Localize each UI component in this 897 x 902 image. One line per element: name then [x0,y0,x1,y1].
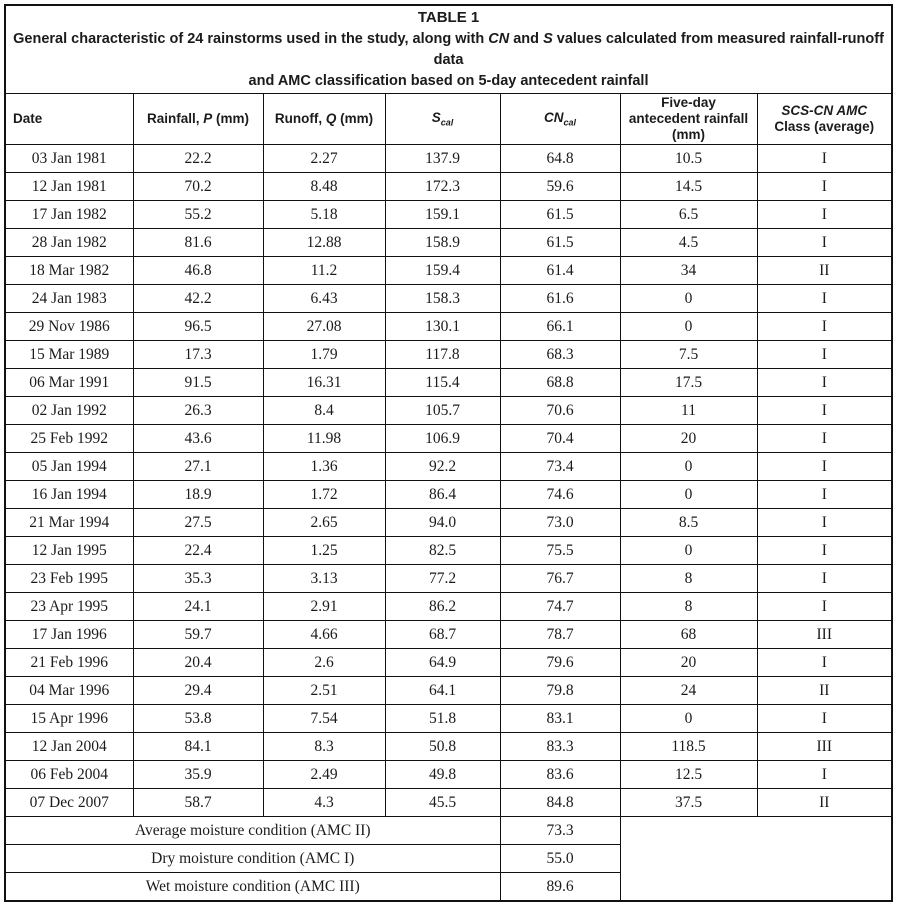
s-cal-cell: 64.9 [385,649,500,677]
summary-label-cell: Wet moisture condition (AMC III) [5,873,500,902]
table-row [5,369,892,397]
rainfall-cell: 18.9 [133,481,263,509]
table-title: TABLE 1 [417,9,480,26]
cn-cal-cell: 84.8 [500,789,620,817]
antecedent-cell: 20 [620,425,757,453]
antecedent-cell: 68 [620,621,757,649]
date-cell: 21 Feb 1996 [5,649,133,677]
table-row [5,593,892,621]
runoff-cell: 8.48 [263,173,385,201]
date-cell: 25 Feb 1992 [5,425,133,453]
s-cal-cell: 49.8 [385,761,500,789]
column-header-amc-class: SCS-CN AMC Class (average) [757,93,892,145]
s-cal-cell: 92.2 [385,453,500,481]
table-caption [5,5,892,93]
table-row [5,453,892,481]
rainfall-cell: 55.2 [133,201,263,229]
amc-class-cell: II [757,789,892,817]
date-cell: 12 Jan 1981 [5,173,133,201]
rainstorm-table [4,4,893,902]
runoff-cell: 2.6 [263,649,385,677]
runoff-cell: 2.91 [263,593,385,621]
s-cal-cell: 82.5 [385,537,500,565]
runoff-cell: 2.49 [263,761,385,789]
antecedent-cell: 34 [620,257,757,285]
date-cell: 05 Jan 1994 [5,453,133,481]
date-cell: 18 Mar 1982 [5,257,133,285]
s-cal-cell: 86.2 [385,593,500,621]
antecedent-cell: 4.5 [620,229,757,257]
antecedent-cell: 0 [620,705,757,733]
date-cell: 15 Mar 1989 [5,341,133,369]
rainfall-cell: 46.8 [133,257,263,285]
s-cal-cell: 50.8 [385,733,500,761]
date-cell: 23 Feb 1995 [5,565,133,593]
s-cal-cell: 137.9 [385,145,500,173]
cn-cal-cell: 83.1 [500,705,620,733]
amc-class-cell: I [757,453,892,481]
cn-cal-cell: 61.5 [500,229,620,257]
s-cal-cell: 94.0 [385,509,500,537]
antecedent-cell: 8.5 [620,509,757,537]
cn-cal-cell: 59.6 [500,173,620,201]
amc-class-cell: II [757,677,892,705]
table-row [5,509,892,537]
runoff-cell: 2.27 [263,145,385,173]
table-row [5,397,892,425]
table-row [5,789,892,817]
antecedent-cell: 17.5 [620,369,757,397]
table-row [5,537,892,565]
summary-label-cell: Average moisture condition (AMC II) [5,817,500,845]
rainfall-cell: 42.2 [133,285,263,313]
runoff-cell: 5.18 [263,201,385,229]
cn-cal-cell: 74.6 [500,481,620,509]
date-cell: 03 Jan 1981 [5,145,133,173]
cn-cal-cell: 61.5 [500,201,620,229]
amc-class-cell: I [757,537,892,565]
cn-cal-cell: 73.0 [500,509,620,537]
table-subtitle-line2: and AMC classification based on 5-day antecedent rainfall [248,72,649,89]
amc-class-cell: I [757,369,892,397]
rainfall-cell: 27.5 [133,509,263,537]
table-row [5,733,892,761]
antecedent-cell: 24 [620,677,757,705]
summary-rows [5,817,892,902]
antecedent-cell: 0 [620,285,757,313]
runoff-cell: 1.25 [263,537,385,565]
date-cell: 17 Jan 1996 [5,621,133,649]
cn-cal-cell: 75.5 [500,537,620,565]
runoff-cell: 27.08 [263,313,385,341]
amc-class-cell: III [757,621,892,649]
date-cell: 23 Apr 1995 [5,593,133,621]
rainfall-cell: 20.4 [133,649,263,677]
amc-class-cell: I [757,285,892,313]
runoff-cell: 1.72 [263,481,385,509]
s-cal-cell: 77.2 [385,565,500,593]
table-row [5,341,892,369]
date-cell: 06 Feb 2004 [5,761,133,789]
antecedent-cell: 12.5 [620,761,757,789]
antecedent-cell: 20 [620,649,757,677]
summary-cn-cell: 73.3 [500,817,620,845]
table-row [5,677,892,705]
cn-cal-cell: 78.7 [500,621,620,649]
cn-cal-cell: 83.3 [500,733,620,761]
antecedent-cell: 11 [620,397,757,425]
antecedent-cell: 0 [620,313,757,341]
amc-class-cell: I [757,201,892,229]
cn-cal-cell: 70.6 [500,397,620,425]
runoff-cell: 2.65 [263,509,385,537]
runoff-cell: 4.66 [263,621,385,649]
s-cal-cell: 158.9 [385,229,500,257]
runoff-cell: 6.43 [263,285,385,313]
summary-cn-cell: 89.6 [500,873,620,902]
antecedent-cell: 118.5 [620,733,757,761]
rainfall-cell: 29.4 [133,677,263,705]
amc-class-cell: I [757,341,892,369]
amc-class-cell: II [757,257,892,285]
cn-cal-cell: 79.6 [500,649,620,677]
rainfall-cell: 22.4 [133,537,263,565]
antecedent-cell: 37.5 [620,789,757,817]
date-cell: 12 Jan 2004 [5,733,133,761]
table-row [5,761,892,789]
runoff-cell: 11.98 [263,425,385,453]
runoff-cell: 7.54 [263,705,385,733]
antecedent-cell: 0 [620,453,757,481]
amc-class-cell: I [757,593,892,621]
s-cal-cell: 115.4 [385,369,500,397]
s-cal-cell: 86.4 [385,481,500,509]
column-header-s-cal: $S_{cal}$ [385,93,500,145]
amc-class-cell: III [757,733,892,761]
rainfall-cell: 17.3 [133,341,263,369]
cn-cal-cell: 76.7 [500,565,620,593]
rainfall-cell: 43.6 [133,425,263,453]
summary-label-cell: Dry moisture condition (AMC I) [5,845,500,873]
amc-class-cell: I [757,565,892,593]
title-row [5,5,892,93]
s-cal-cell: 45.5 [385,789,500,817]
s-cal-cell: 68.7 [385,621,500,649]
data-rows [5,145,892,817]
summary-empty-cell [620,817,892,902]
s-cal-cell: 172.3 [385,173,500,201]
table-row [5,481,892,509]
date-cell: 29 Nov 1986 [5,313,133,341]
rainfall-cell: 35.9 [133,761,263,789]
rainfall-cell: 91.5 [133,369,263,397]
amc-class-cell: I [757,229,892,257]
antecedent-cell: 8 [620,565,757,593]
date-cell: 02 Jan 1992 [5,397,133,425]
antecedent-cell: 7.5 [620,341,757,369]
cn-cal-cell: 66.1 [500,313,620,341]
rainfall-cell: 84.1 [133,733,263,761]
antecedent-cell: 0 [620,481,757,509]
table-row [5,313,892,341]
rainfall-cell: 27.1 [133,453,263,481]
table-row [5,201,892,229]
table-row [5,285,892,313]
s-cal-cell: 158.3 [385,285,500,313]
cn-cal-cell: 74.7 [500,593,620,621]
amc-class-cell: I [757,481,892,509]
s-cal-cell: 117.8 [385,341,500,369]
summary-row [5,817,892,845]
date-cell: 06 Mar 1991 [5,369,133,397]
table-subtitle-line1: General characteristic of 24 rainstorms used in the study, along with CN and S values calculated from measured rainfall-runoff data [13,30,884,68]
amc-class-cell: I [757,509,892,537]
runoff-cell: 11.2 [263,257,385,285]
s-cal-cell: 105.7 [385,397,500,425]
rainfall-cell: 58.7 [133,789,263,817]
cn-cal-cell: 64.8 [500,145,620,173]
runoff-cell: 2.51 [263,677,385,705]
rainfall-cell: 70.2 [133,173,263,201]
amc-class-cell: I [757,397,892,425]
amc-class-cell: I [757,425,892,453]
rainfall-cell: 26.3 [133,397,263,425]
antecedent-cell: 10.5 [620,145,757,173]
rainfall-cell: 24.1 [133,593,263,621]
date-cell: 24 Jan 1983 [5,285,133,313]
amc-class-cell: I [757,145,892,173]
antecedent-cell: 14.5 [620,173,757,201]
cn-cal-cell: 61.4 [500,257,620,285]
s-cal-cell: 159.4 [385,257,500,285]
s-cal-cell: 51.8 [385,705,500,733]
date-cell: 15 Apr 1996 [5,705,133,733]
cn-cal-cell: 83.6 [500,761,620,789]
s-cal-cell: 130.1 [385,313,500,341]
s-cal-cell: 106.9 [385,425,500,453]
table-row [5,565,892,593]
rainfall-cell: 22.2 [133,145,263,173]
column-header-runoff: Runoff, Q (mm) [263,93,385,145]
runoff-cell: 4.3 [263,789,385,817]
cn-cal-cell: 79.8 [500,677,620,705]
amc-class-cell: I [757,313,892,341]
antecedent-cell: 6.5 [620,201,757,229]
column-header-row [5,93,892,145]
table-row [5,425,892,453]
column-header-antecedent: Five-day antecedent rainfall (mm) [620,93,757,145]
column-header-rainfall: Rainfall, P (mm) [133,93,263,145]
table-row [5,257,892,285]
amc-class-cell: I [757,649,892,677]
rainfall-cell: 81.6 [133,229,263,257]
runoff-cell: 12.88 [263,229,385,257]
date-cell: 17 Jan 1982 [5,201,133,229]
date-cell: 28 Jan 1982 [5,229,133,257]
runoff-cell: 1.79 [263,341,385,369]
table-row [5,621,892,649]
table-row [5,649,892,677]
rainfall-cell: 35.3 [133,565,263,593]
table-row [5,145,892,173]
date-cell: 12 Jan 1995 [5,537,133,565]
date-cell: 04 Mar 1996 [5,677,133,705]
date-cell: 07 Dec 2007 [5,789,133,817]
amc-class-cell: I [757,173,892,201]
runoff-cell: 1.36 [263,453,385,481]
s-cal-cell: 159.1 [385,201,500,229]
amc-class-cell: I [757,761,892,789]
date-cell: 21 Mar 1994 [5,509,133,537]
table-row [5,173,892,201]
column-header-cn-cal: $CN_{cal}$ [500,93,620,145]
rainfall-cell: 96.5 [133,313,263,341]
rainfall-cell: 53.8 [133,705,263,733]
runoff-cell: 8.4 [263,397,385,425]
amc-class-cell: I [757,705,892,733]
summary-cn-cell: 55.0 [500,845,620,873]
table-row [5,229,892,257]
cn-cal-cell: 68.8 [500,369,620,397]
runoff-cell: 3.13 [263,565,385,593]
table-row [5,705,892,733]
cn-cal-cell: 61.6 [500,285,620,313]
s-cal-cell: 64.1 [385,677,500,705]
cn-cal-cell: 73.4 [500,453,620,481]
runoff-cell: 16.31 [263,369,385,397]
date-cell: 16 Jan 1994 [5,481,133,509]
antecedent-cell: 0 [620,537,757,565]
rainfall-cell: 59.7 [133,621,263,649]
column-header-date: Date [5,93,133,145]
antecedent-cell: 8 [620,593,757,621]
runoff-cell: 8.3 [263,733,385,761]
cn-cal-cell: 70.4 [500,425,620,453]
cn-cal-cell: 68.3 [500,341,620,369]
